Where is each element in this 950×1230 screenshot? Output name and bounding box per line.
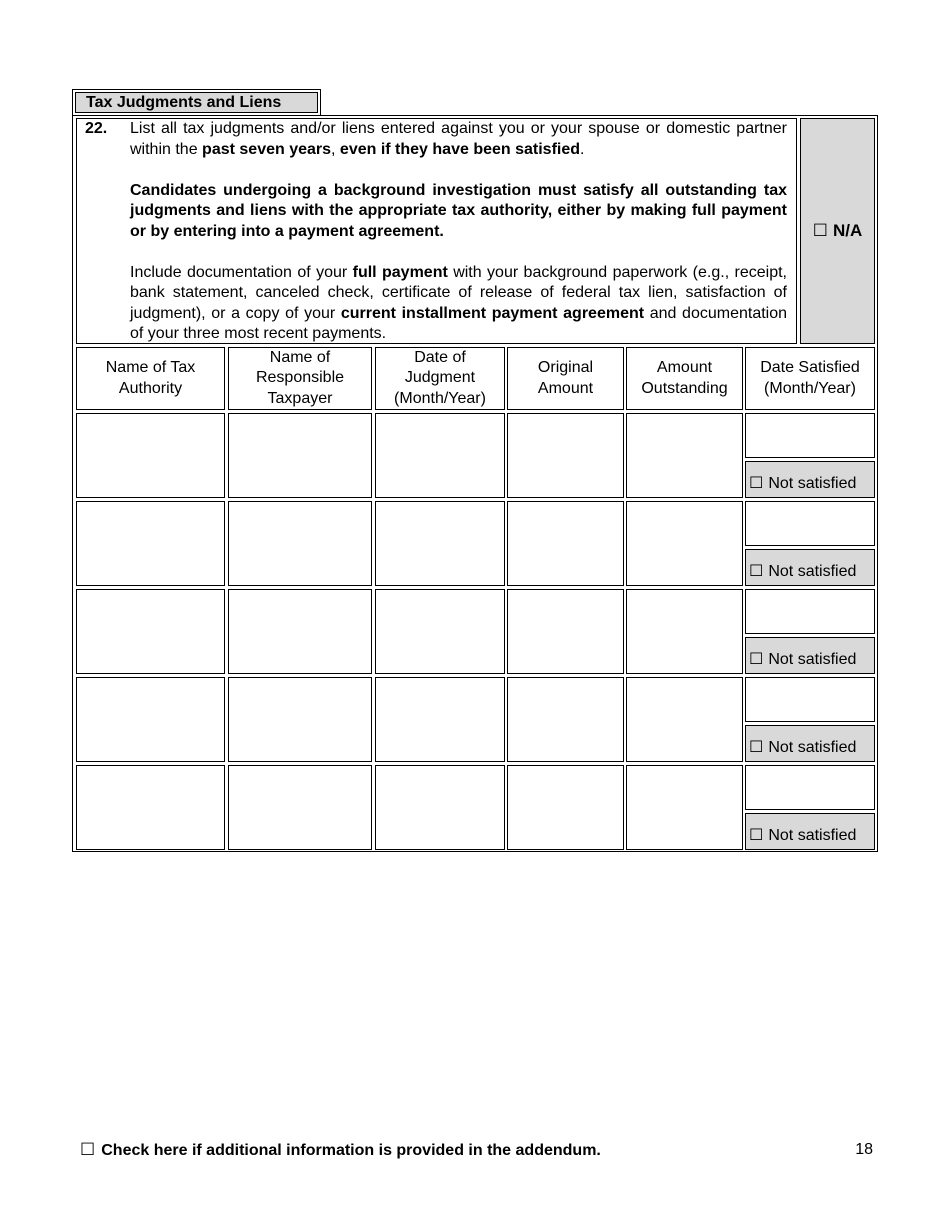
- table-cell-original-amount[interactable]: [507, 765, 624, 850]
- table-cell-judgment-date[interactable]: [375, 413, 505, 498]
- table-cell-amount-outstanding[interactable]: [626, 413, 743, 498]
- table-cell-original-amount[interactable]: [507, 413, 624, 498]
- column-header-line: (Month/Year): [764, 379, 856, 397]
- na-checkbox[interactable]: [800, 118, 875, 344]
- column-header-line: Date of: [414, 348, 466, 366]
- table-cell-judgment-date[interactable]: [375, 501, 505, 586]
- addendum-checkbox[interactable]: [80, 1140, 601, 1160]
- column-header-line: Outstanding: [641, 379, 728, 397]
- column-header-responsible-taxpayer: [228, 347, 372, 410]
- checkbox-icon: ☐: [812, 221, 828, 240]
- table-cell-responsible-taxpayer[interactable]: [228, 501, 372, 586]
- question-body: [130, 119, 787, 345]
- column-header-line: Authority: [118, 379, 183, 397]
- table-cell-original-amount[interactable]: [507, 589, 624, 674]
- column-header-line: Original: [537, 359, 594, 376]
- table-cell-tax-authority[interactable]: [76, 677, 225, 762]
- not-satisfied-checkbox[interactable]: [745, 725, 875, 762]
- table-cell-tax-authority[interactable]: [76, 501, 225, 586]
- checkbox-icon: ☐: [749, 739, 764, 756]
- question-number: 22.: [85, 120, 108, 137]
- not-satisfied-label: Not satisfied: [768, 827, 857, 844]
- table-cell-date-satisfied[interactable]: [745, 765, 875, 810]
- column-header-line: Responsible: [255, 369, 345, 387]
- table-cell-tax-authority[interactable]: [76, 589, 225, 674]
- table-cell-responsible-taxpayer[interactable]: [228, 677, 372, 762]
- table-cell-original-amount[interactable]: [507, 677, 624, 762]
- not-satisfied-checkbox[interactable]: [745, 637, 875, 674]
- table-cell-date-satisfied[interactable]: [745, 589, 875, 634]
- table-cell-date-satisfied[interactable]: [745, 677, 875, 722]
- table-cell-responsible-taxpayer[interactable]: [228, 589, 372, 674]
- column-header-line: Date Satisfied: [760, 359, 860, 376]
- question-documentation: Include documentation of your full payment with your background paperwork (e.g., receipt, bank statement, canceled check, certificate of release of federal tax lien, satisfaction of judgment), or a copy of your current installment payment agreement and documentation of your three most recent payments.: [130, 263, 788, 342]
- table-cell-judgment-date[interactable]: [375, 765, 505, 850]
- question-requirement: Candidates undergoing a background investigation must satisfy all outstanding tax judgments and liens with the appropriate tax authority, either by making full payment or by entering into a payment agreement.: [130, 181, 787, 240]
- table-cell-amount-outstanding[interactable]: [626, 501, 743, 586]
- not-satisfied-label: Not satisfied: [768, 651, 857, 668]
- section-title: Tax Judgments and Liens: [75, 92, 318, 113]
- table-cell-responsible-taxpayer[interactable]: [228, 765, 372, 850]
- table-cell-tax-authority[interactable]: [76, 765, 225, 850]
- column-header-line: Judgment: [404, 369, 476, 387]
- checkbox-icon: ☐: [749, 827, 764, 844]
- table-cell-amount-outstanding[interactable]: [626, 589, 743, 674]
- table-cell-amount-outstanding[interactable]: [626, 677, 743, 762]
- column-header-original-amount: [507, 347, 624, 410]
- table-cell-date-satisfied[interactable]: [745, 501, 875, 546]
- table-cell-amount-outstanding[interactable]: [626, 765, 743, 850]
- not-satisfied-checkbox[interactable]: [745, 461, 875, 498]
- question-intro: List all tax judgments and/or liens entered against you or your spouse or domestic partner within the past seven years, even if they have been satisfied.: [130, 120, 787, 158]
- checkbox-icon: ☐: [749, 563, 764, 580]
- table-cell-tax-authority[interactable]: [76, 413, 225, 498]
- table-cell-date-satisfied[interactable]: [745, 413, 875, 458]
- not-satisfied-checkbox[interactable]: [745, 549, 875, 586]
- checkbox-icon: ☐: [749, 475, 764, 492]
- checkbox-icon: ☐: [749, 651, 764, 668]
- not-satisfied-checkbox[interactable]: [745, 813, 875, 850]
- not-satisfied-label: Not satisfied: [768, 475, 857, 492]
- checkbox-icon: ☐: [80, 1140, 96, 1159]
- table-cell-original-amount[interactable]: [507, 501, 624, 586]
- column-header-line: Amount: [537, 379, 594, 397]
- section-tab: [72, 89, 321, 116]
- column-header-tax-authority: [76, 347, 225, 410]
- column-header-line: Name of Tax: [105, 359, 196, 376]
- na-label: N/A: [832, 221, 863, 240]
- column-header-line: Name of: [269, 348, 331, 366]
- page-number: 18: [855, 1141, 873, 1158]
- table-cell-responsible-taxpayer[interactable]: [228, 413, 372, 498]
- not-satisfied-label: Not satisfied: [768, 563, 857, 580]
- column-header-line: Taxpayer: [267, 389, 333, 407]
- table-cell-judgment-date[interactable]: [375, 589, 505, 674]
- column-header-date-satisfied: [745, 347, 875, 410]
- question-cell: [76, 118, 797, 344]
- column-header-amount-outstanding: [626, 347, 743, 410]
- column-header-line: (Month/Year): [394, 389, 486, 407]
- column-header-line: Amount: [656, 359, 713, 376]
- table-cell-judgment-date[interactable]: [375, 677, 505, 762]
- addendum-label: Check here if additional information is provided in the addendum.: [101, 1142, 601, 1159]
- column-header-judgment-date: [375, 347, 505, 410]
- not-satisfied-label: Not satisfied: [768, 739, 857, 756]
